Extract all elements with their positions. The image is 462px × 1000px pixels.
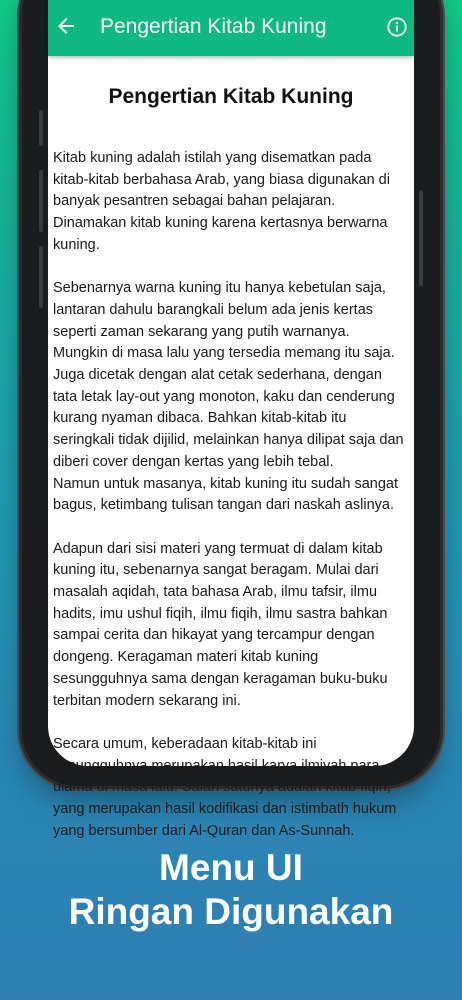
phone-screen	[48, 0, 414, 839]
article-title: Pengertian Kitab Kuning	[108, 85, 354, 108]
article-paragraph: Adapun dari sisi materi yang termuat di dalam kitab kuning itu, sebenarnya sangat beragam. Mulai dari masalah aqidah, tata bahasa Arab, ilmu tafsir, ilmu hadits, imu ushul fiqih, ilmu fiqih, ilmu sastra bahkan sampai cerita dan hikayat yang tercampur dengan dongeng. Keragaman materi kitab kuning sesungguhnya sama dengan keragaman buku-buku terbitan modern sekarang ini.	[53, 540, 388, 709]
app-bar	[48, 0, 414, 56]
tagline-line-2: Ringan Digunakan	[68, 891, 394, 932]
arrow-left-icon[interactable]	[54, 14, 78, 38]
mute-switch	[39, 110, 43, 146]
volume-up-button	[39, 170, 43, 232]
article-paragraph: Kitab kuning adalah istilah yang disematkan pada kitab-kitab berbahasa Arab, yang biasa digunakan di banyak pesantren sebagai bahan pelajaran. Dinamakan kitab kuning karena kertasnya berwarna kuning.	[53, 150, 390, 253]
power-button	[419, 190, 423, 286]
tagline-line-1: Menu UI	[159, 847, 303, 888]
article-paragraph: Sebenarnya warna kuning itu hanya kebetulan saja, lantaran dahulu barangkali belum ada jenis kertas seperti zaman sekarang yang putih warnanya. Mungkin di masa lalu yang tersedia memang itu saja. Juga dicetak dengan alat cetak sederhana, dengan tata letak lay-out yang monoton, kaku dan cenderung kurang nyaman dibaca. Bahkan kitab-kitab itu seringkali tidak dijilid, melainkan hanya dilipat saja dan diberi cover dengan kertas yang lebih tebal. Namun untuk masanya, kitab kuning itu sudah sangat bagus, ketimbang tulisan tangan dari naskah aslinya.	[53, 280, 404, 514]
article-body	[53, 148, 406, 842]
article-scroll-area[interactable]	[48, 56, 414, 839]
volume-down-button	[39, 246, 43, 308]
article-paragraph: Secara umum, keberadaan kitab-kitab ini sesungguhnya merupakan hasil karya ilmiyah para ulama di masa lalu. Salah satunya adalah kitab fiqih, yang merupakan hasil kodifikasi dan istimbath hukum yang bersumber dari Al-Quran dan As-Sunnah.	[53, 735, 397, 839]
info-circle-icon[interactable]	[386, 16, 408, 38]
app-bar-title: Pengertian Kitab Kuning	[100, 15, 327, 38]
